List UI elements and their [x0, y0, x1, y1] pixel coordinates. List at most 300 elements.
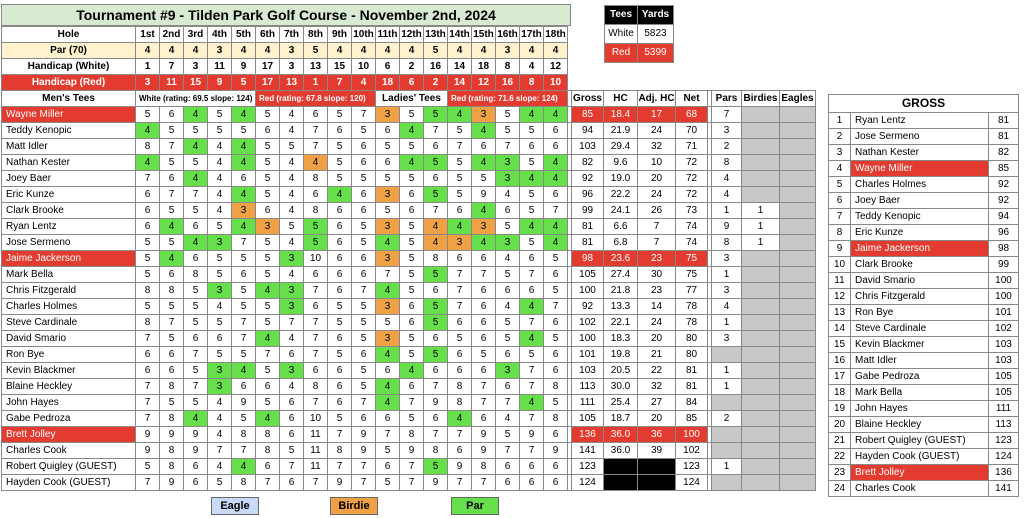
score-cell: 5: [256, 235, 280, 251]
adj-hc-cell: [638, 459, 676, 475]
cell: 15th: [472, 27, 496, 43]
score-cell: 5: [232, 251, 256, 267]
birdies-cell: [742, 331, 780, 347]
score-cell: 8: [448, 395, 472, 411]
score-cell: 7: [472, 379, 496, 395]
cell: 5: [424, 43, 448, 59]
row-label: Par (70): [2, 43, 136, 59]
score-cell: 4: [280, 331, 304, 347]
score-cell: 5: [544, 395, 568, 411]
cell: 18th: [544, 27, 568, 43]
pars-cell: 1: [712, 203, 742, 219]
player-row: [2, 347, 816, 363]
gross-score: 111: [989, 401, 1019, 417]
player-name: Brett Jolley: [2, 427, 136, 443]
hc-cell: [604, 459, 638, 475]
mens-tees-label: Men's Tees: [2, 91, 136, 107]
score-cell: 6: [472, 139, 496, 155]
score-cell: 3: [496, 171, 520, 187]
score-cell: 5: [400, 411, 424, 427]
cell: 8: [520, 75, 544, 91]
score-cell: 5: [424, 347, 448, 363]
score-cell: 6: [496, 475, 520, 491]
player-name: Ryan Lentz: [2, 219, 136, 235]
score-cell: 6: [184, 331, 208, 347]
score-cell: 7: [448, 299, 472, 315]
score-cell: 4: [520, 299, 544, 315]
cell: 4: [184, 43, 208, 59]
player-row: [2, 299, 816, 315]
player-row: [2, 395, 816, 411]
cell: 7: [328, 75, 352, 91]
score-cell: 9: [520, 427, 544, 443]
score-cell: 7: [136, 171, 160, 187]
score-cell: 4: [472, 123, 496, 139]
player-row: [2, 475, 816, 491]
gross-row: [829, 353, 1019, 369]
hc-cell: 6.6: [604, 219, 638, 235]
pars-cell: 2: [712, 139, 742, 155]
hc-cell: 29.4: [604, 139, 638, 155]
cell: 4: [352, 43, 376, 59]
score-cell: 6: [256, 123, 280, 139]
cell: 2nd: [160, 27, 184, 43]
score-cell: 5: [400, 235, 424, 251]
score-cell: 7: [424, 123, 448, 139]
score-cell: 5: [256, 187, 280, 203]
gross-name: Mark Bella: [851, 385, 989, 401]
score-cell: 5: [256, 267, 280, 283]
cell: 4: [472, 43, 496, 59]
cell: 3: [208, 43, 232, 59]
birdies-cell: [742, 283, 780, 299]
score-cell: 4: [208, 139, 232, 155]
score-cell: 8: [544, 411, 568, 427]
cell: 13: [280, 75, 304, 91]
score-cell: 5: [280, 443, 304, 459]
pars-cell: 1: [712, 459, 742, 475]
score-cell: 6: [184, 459, 208, 475]
tees-cell: White: [605, 25, 638, 44]
cell: 4: [136, 43, 160, 59]
player-name: Joey Baer: [2, 171, 136, 187]
hc-cell: 22.1: [604, 315, 638, 331]
score-cell: 5: [328, 171, 352, 187]
hc-cell: 22.2: [604, 187, 638, 203]
gross-cell: 82: [572, 155, 604, 171]
score-cell: 5: [256, 251, 280, 267]
gross-cell: 94: [572, 123, 604, 139]
score-cell: 7: [448, 283, 472, 299]
tees-header-row: [605, 6, 674, 25]
gross-cell: 141: [572, 443, 604, 459]
cell: 1: [136, 59, 160, 75]
cell: 9: [232, 59, 256, 75]
gross-row: [829, 241, 1019, 257]
score-cell: 7: [184, 187, 208, 203]
score-cell: 4: [376, 235, 400, 251]
score-cell: 6: [304, 299, 328, 315]
score-cell: 7: [400, 459, 424, 475]
score-cell: 4: [520, 331, 544, 347]
gross-name: Clark Brooke: [851, 257, 989, 273]
score-cell: 6: [448, 203, 472, 219]
score-cell: 7: [520, 379, 544, 395]
score-cell: 5: [400, 251, 424, 267]
player-name: Blaine Heckley: [2, 379, 136, 395]
row-label: Handicap (Red): [2, 75, 136, 91]
gross-cell: 113: [572, 379, 604, 395]
player-name: Ron Bye: [2, 347, 136, 363]
score-cell: 4: [520, 171, 544, 187]
score-cell: 5: [352, 123, 376, 139]
score-cell: 5: [256, 107, 280, 123]
player-row: [2, 203, 816, 219]
gross-rank: 13: [829, 305, 851, 321]
cell: 14: [448, 59, 472, 75]
score-cell: 6: [448, 363, 472, 379]
net-cell: 80: [676, 331, 708, 347]
score-cell: 6: [328, 267, 352, 283]
score-cell: 7: [352, 283, 376, 299]
cell: 4: [160, 43, 184, 59]
score-cell: 11: [304, 443, 328, 459]
cell: 4: [256, 43, 280, 59]
score-cell: 6: [544, 363, 568, 379]
gross-score: 85: [989, 161, 1019, 177]
gross-row: [829, 337, 1019, 353]
gross-name: Wayne Miller: [851, 161, 989, 177]
net-cell: 85: [676, 411, 708, 427]
birdies-cell: [742, 363, 780, 379]
player-row: [2, 363, 816, 379]
hc-cell: 23.6: [604, 251, 638, 267]
eagles-cell: [780, 315, 816, 331]
gross-cell: 85: [572, 107, 604, 123]
score-cell: 3: [208, 379, 232, 395]
player-name: Clark Brooke: [2, 203, 136, 219]
score-cell: 7: [448, 427, 472, 443]
score-cell: 6: [352, 411, 376, 427]
cell: 4: [400, 43, 424, 59]
pars-cell: [712, 443, 742, 459]
score-cell: 6: [328, 283, 352, 299]
eagles-cell: [780, 395, 816, 411]
score-cell: 7: [376, 267, 400, 283]
score-cell: 4: [280, 123, 304, 139]
adj-hc-cell: 23: [638, 283, 676, 299]
eagles-cell: [780, 443, 816, 459]
eagles-cell: [780, 235, 816, 251]
gross-score: 124: [989, 449, 1019, 465]
score-cell: 5: [352, 171, 376, 187]
score-cell: 5: [328, 107, 352, 123]
pars-cell: [712, 427, 742, 443]
cell: 9th: [328, 27, 352, 43]
gross-rank: 16: [829, 353, 851, 369]
score-cell: 7: [232, 315, 256, 331]
score-cell: 4: [184, 411, 208, 427]
score-cell: 5: [208, 107, 232, 123]
cell: 5: [232, 75, 256, 91]
player-name: Nathan Kester: [2, 155, 136, 171]
score-cell: 4: [544, 235, 568, 251]
score-cell: 5: [424, 315, 448, 331]
net-cell: 80: [676, 347, 708, 363]
tees-header: Yards: [638, 6, 674, 25]
gross-row: [829, 321, 1019, 337]
score-cell: 5: [208, 347, 232, 363]
gross-rank: 20: [829, 417, 851, 433]
gross-cell: 103: [572, 139, 604, 155]
birdies-cell: [742, 251, 780, 267]
adj-hc-cell: [638, 475, 676, 491]
adj-hc-cell: 17: [638, 107, 676, 123]
score-cell: 5: [184, 155, 208, 171]
score-cell: 5: [376, 475, 400, 491]
hc-cell: 18.4: [604, 107, 638, 123]
gross-rank: 18: [829, 385, 851, 401]
cell: 16th: [496, 27, 520, 43]
score-cell: 6: [496, 347, 520, 363]
score-cell: 4: [280, 171, 304, 187]
gross-score: 123: [989, 433, 1019, 449]
score-cell: 6: [304, 363, 328, 379]
white-rating: White (rating: 69.5 slope: 124): [136, 91, 256, 107]
net-cell: 123: [676, 459, 708, 475]
birdies-cell: [742, 187, 780, 203]
score-cell: 5: [232, 347, 256, 363]
score-cell: 3: [208, 235, 232, 251]
score-cell: 4: [328, 187, 352, 203]
score-cell: 5: [448, 331, 472, 347]
pars-cell: 1: [712, 363, 742, 379]
player-name: Gabe Pedroza: [2, 411, 136, 427]
gross-row: [829, 449, 1019, 465]
score-cell: 5: [376, 171, 400, 187]
pars-cell: 1: [712, 379, 742, 395]
player-row: [2, 283, 816, 299]
gross-name: Brett Jolley: [851, 465, 989, 481]
score-cell: 7: [136, 475, 160, 491]
score-cell: 6: [280, 411, 304, 427]
score-cell: 6: [448, 443, 472, 459]
score-cell: 5: [208, 219, 232, 235]
score-cell: 8: [184, 267, 208, 283]
score-cell: 5: [136, 235, 160, 251]
player-name: Eric Kunze: [2, 187, 136, 203]
score-cell: 4: [136, 123, 160, 139]
score-cell: 7: [160, 315, 184, 331]
score-cell: 6: [400, 203, 424, 219]
score-cell: 5: [544, 331, 568, 347]
score-cell: 8: [448, 379, 472, 395]
tees-cell: Red: [605, 44, 638, 63]
gross-rank: 12: [829, 289, 851, 305]
gross-cell: 92: [572, 299, 604, 315]
player-row: [2, 123, 816, 139]
score-cell: 4: [280, 235, 304, 251]
score-cell: 4: [232, 219, 256, 235]
score-cell: 8: [160, 443, 184, 459]
gross-row: [829, 145, 1019, 161]
birdies-cell: [742, 299, 780, 315]
net-cell: 102: [676, 443, 708, 459]
gross-name: Kevin Blackmer: [851, 337, 989, 353]
gross-row: [829, 305, 1019, 321]
player-row: [2, 107, 816, 123]
score-cell: 6: [544, 123, 568, 139]
net-cell: 77: [676, 283, 708, 299]
score-cell: 8: [328, 443, 352, 459]
cell: 6: [376, 59, 400, 75]
score-cell: 5: [184, 395, 208, 411]
score-cell: 3: [376, 107, 400, 123]
score-cell: 5: [400, 267, 424, 283]
score-cell: 5: [304, 219, 328, 235]
score-cell: 5: [256, 139, 280, 155]
score-cell: 9: [352, 427, 376, 443]
score-cell: 7: [448, 139, 472, 155]
score-cell: 7: [208, 443, 232, 459]
player-row: [2, 171, 816, 187]
score-cell: 8: [304, 203, 328, 219]
score-cell: 5: [160, 395, 184, 411]
score-cell: 8: [400, 427, 424, 443]
hc-cell: 25.4: [604, 395, 638, 411]
score-cell: 5: [160, 123, 184, 139]
score-cell: 9: [400, 443, 424, 459]
score-cell: 9: [136, 443, 160, 459]
score-cell: 8: [304, 171, 328, 187]
score-cell: 7: [232, 331, 256, 347]
gross-rank: 1: [829, 113, 851, 129]
score-cell: 7: [232, 443, 256, 459]
score-cell: 6: [160, 171, 184, 187]
player-name: Steve Cardinale: [2, 315, 136, 331]
score-cell: 6: [328, 219, 352, 235]
hc-cell: [604, 475, 638, 491]
score-cell: 5: [208, 251, 232, 267]
net-cell: 72: [676, 187, 708, 203]
score-cell: 8: [424, 443, 448, 459]
score-cell: 3: [208, 283, 232, 299]
score-cell: 4: [160, 251, 184, 267]
score-cell: 3: [232, 203, 256, 219]
player-name: Teddy Kenopic: [2, 123, 136, 139]
cell: 4: [520, 59, 544, 75]
player-row: [2, 267, 816, 283]
count-header: Pars: [712, 91, 742, 107]
score-cell: 5: [496, 107, 520, 123]
cell: 15: [328, 59, 352, 75]
score-cell: 5: [496, 427, 520, 443]
gross-score: 92: [989, 193, 1019, 209]
score-cell: 4: [448, 411, 472, 427]
gross-name: Nathan Kester: [851, 145, 989, 161]
score-cell: 7: [520, 363, 544, 379]
gross-rank: 15: [829, 337, 851, 353]
gross-ranking-table: [828, 94, 1019, 497]
pars-cell: 3: [712, 331, 742, 347]
hc-cell: 20.5: [604, 363, 638, 379]
gross-score: 102: [989, 321, 1019, 337]
score-cell: 4: [208, 411, 232, 427]
gross-score: 141: [989, 481, 1019, 497]
score-cell: 5: [424, 107, 448, 123]
cell: 3: [280, 59, 304, 75]
score-cell: 5: [496, 331, 520, 347]
birdies-cell: [742, 107, 780, 123]
cell: 18: [472, 59, 496, 75]
score-cell: 5: [160, 155, 184, 171]
score-cell: 4: [256, 331, 280, 347]
score-cell: 8: [472, 459, 496, 475]
birdies-cell: [742, 267, 780, 283]
hc-cell: 21.9: [604, 123, 638, 139]
gross-rank: 8: [829, 225, 851, 241]
score-cell: 6: [400, 379, 424, 395]
score-cell: 6: [136, 203, 160, 219]
score-cell: 4: [232, 155, 256, 171]
player-name: Wayne Miller: [2, 107, 136, 123]
score-cell: 8: [160, 411, 184, 427]
score-cell: 7: [160, 139, 184, 155]
cell: 4: [232, 43, 256, 59]
score-cell: 4: [544, 171, 568, 187]
score-cell: 6: [376, 363, 400, 379]
pars-cell: 4: [712, 299, 742, 315]
cell: 17: [256, 59, 280, 75]
hc-cell: 36.0: [604, 427, 638, 443]
birdies-cell: [742, 123, 780, 139]
adj-hc-cell: 14: [638, 299, 676, 315]
gross-score: 105: [989, 385, 1019, 401]
net-cell: 74: [676, 219, 708, 235]
player-name: David Smario: [2, 331, 136, 347]
player-name: Kevin Blackmer: [2, 363, 136, 379]
score-cell: 6: [448, 315, 472, 331]
score-cell: 6: [160, 363, 184, 379]
score-cell: 4: [232, 363, 256, 379]
adj-hc-cell: 24: [638, 315, 676, 331]
score-cell: 7: [160, 187, 184, 203]
net-cell: 75: [676, 267, 708, 283]
score-cell: 6: [400, 299, 424, 315]
count-header: Eagles: [780, 91, 816, 107]
eagles-cell: [780, 107, 816, 123]
adj-hc-cell: 27: [638, 395, 676, 411]
gross-score: 101: [989, 305, 1019, 321]
gross-cell: 99: [572, 203, 604, 219]
score-cell: 6: [160, 267, 184, 283]
adj-hc-cell: 20: [638, 411, 676, 427]
cell: 10: [544, 75, 568, 91]
gross-rank: 23: [829, 465, 851, 481]
hc-cell: 18.7: [604, 411, 638, 427]
birdies-cell: [742, 475, 780, 491]
eagles-cell: [780, 347, 816, 363]
gross-name: Jaime Jackerson: [851, 241, 989, 257]
player-row: [2, 219, 816, 235]
score-cell: 6: [328, 331, 352, 347]
adj-hc-cell: 20: [638, 331, 676, 347]
score-cell: 9: [472, 427, 496, 443]
eagles-cell: [780, 299, 816, 315]
score-cell: 6: [376, 411, 400, 427]
score-cell: 5: [448, 155, 472, 171]
birdies-cell: [742, 459, 780, 475]
